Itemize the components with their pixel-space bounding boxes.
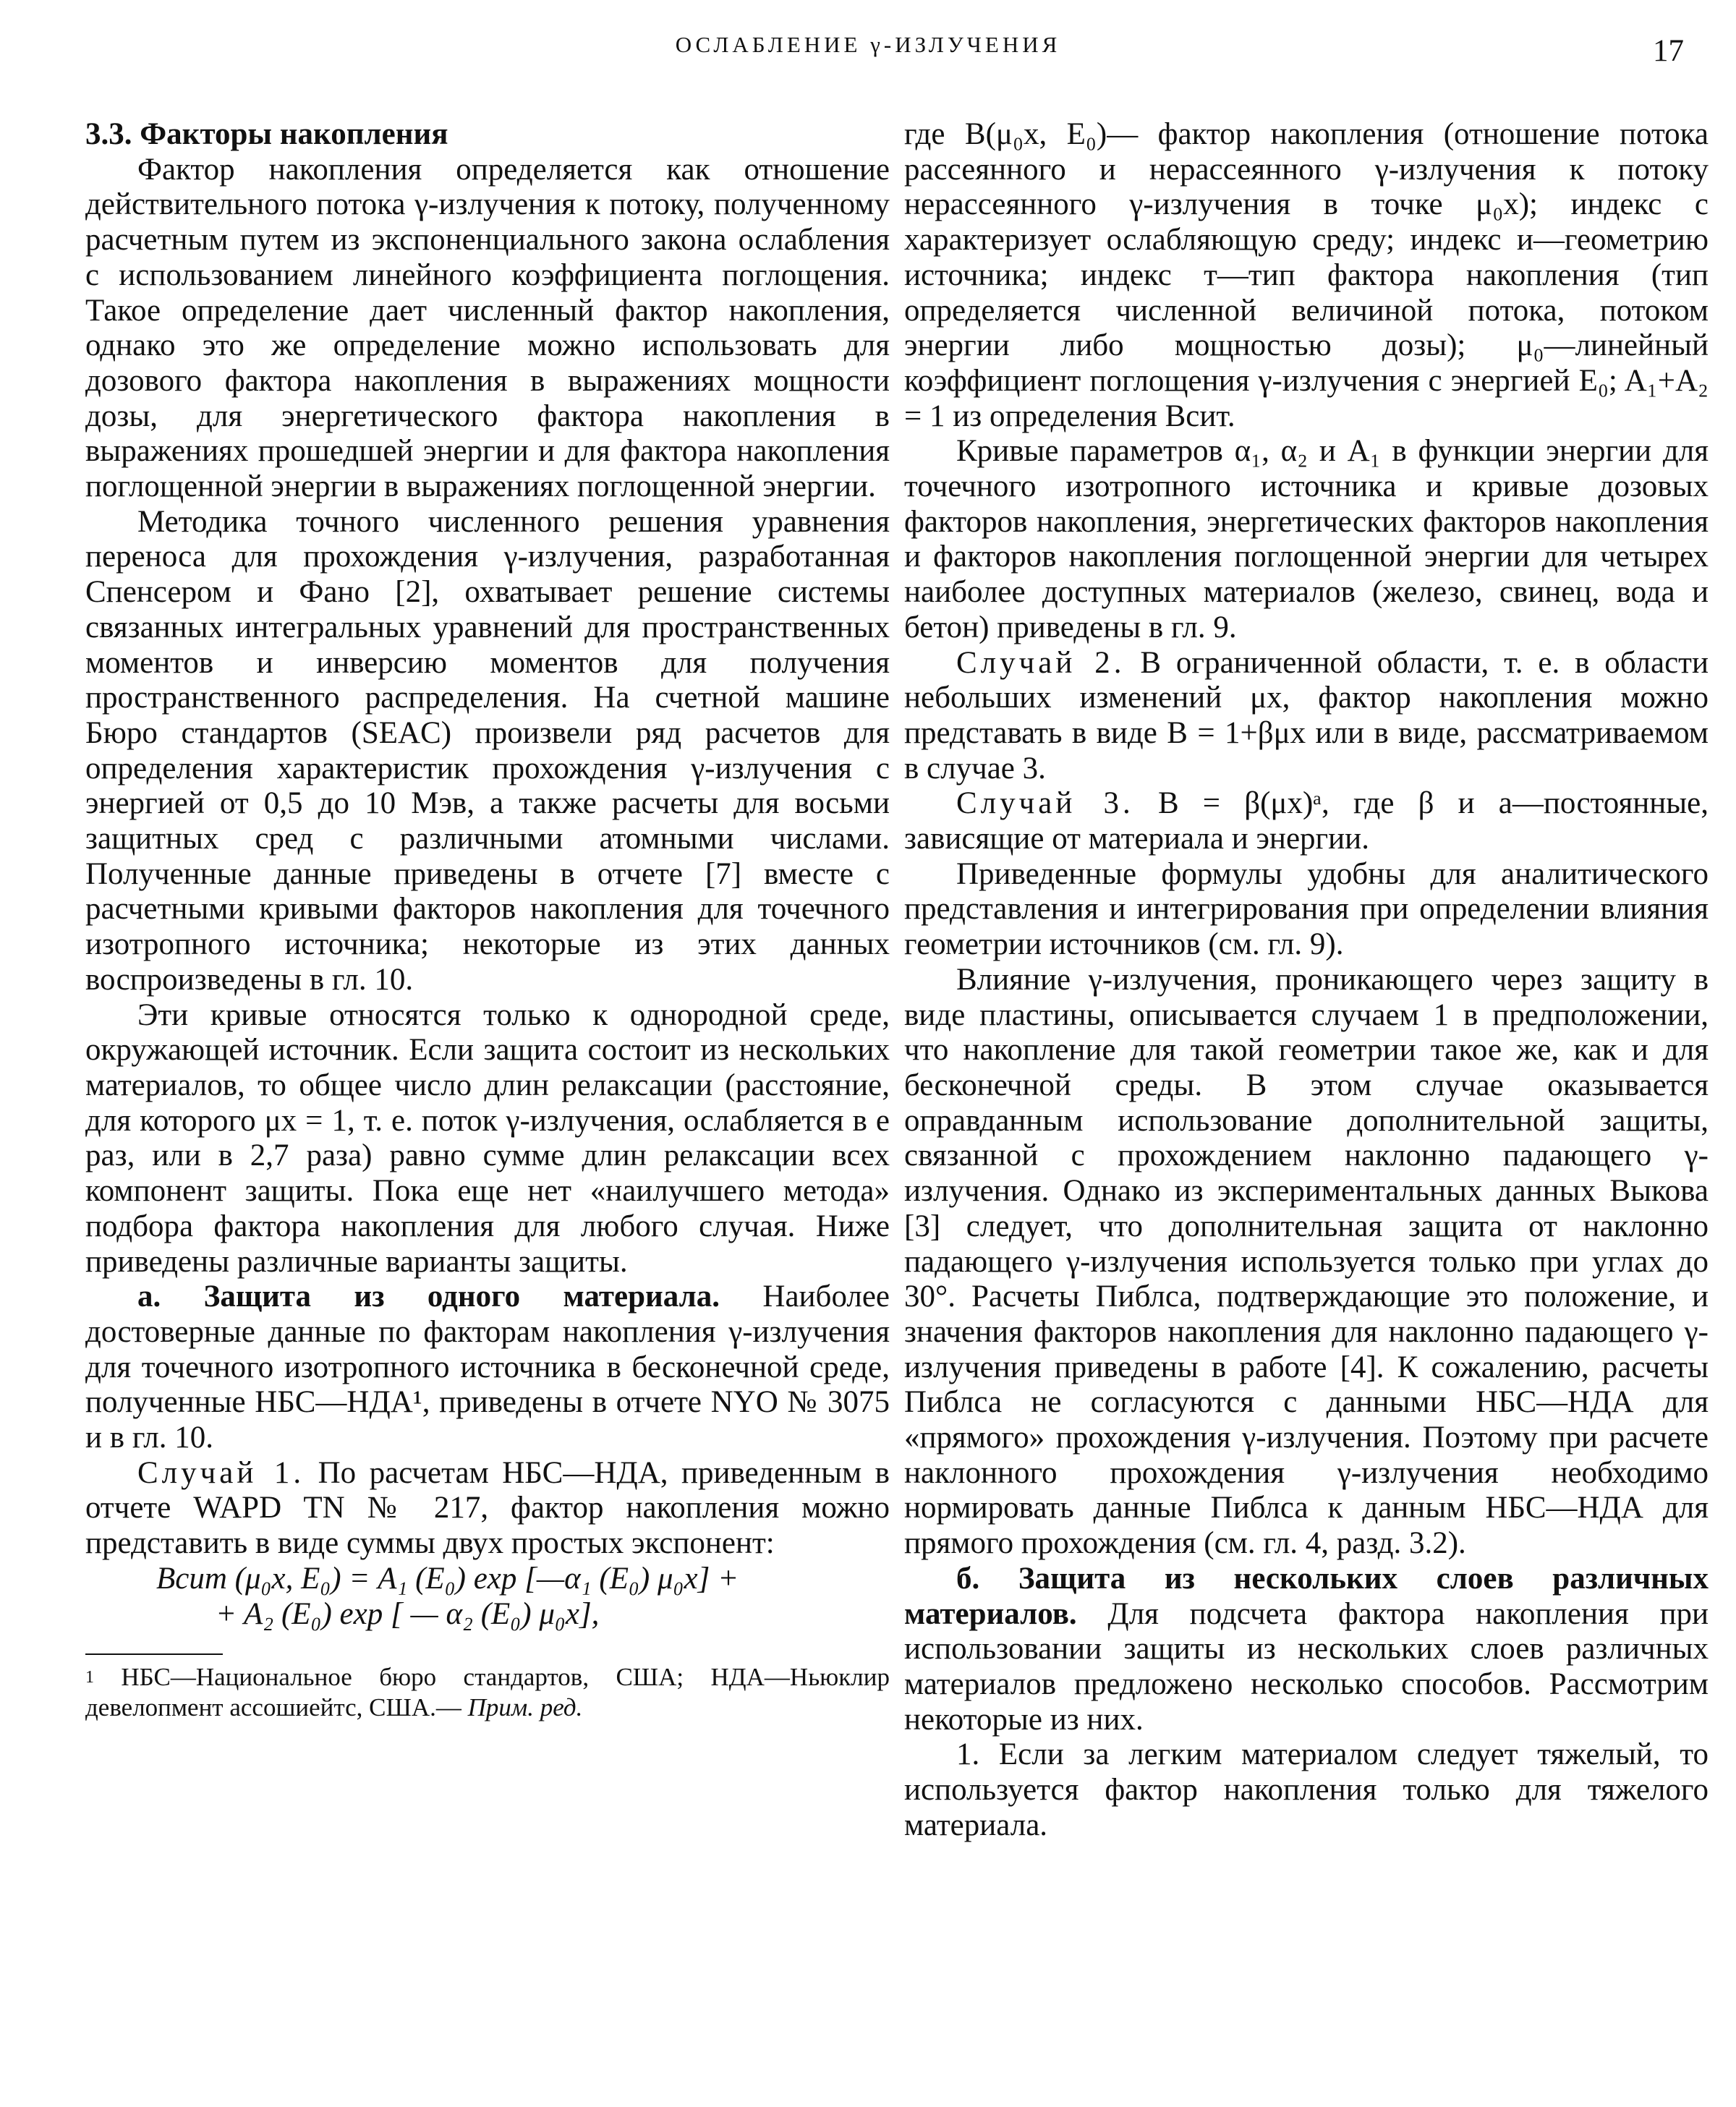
- paragraph: Эти кривые относятся только к однородной среде, окружающей источник. Если защита состоит из нескольких материалов, то общее число длин релаксации (расстояние, для которого μx = 1, т. е. поток γ-излучения, ослабляется в e раз, или в 2,7 раза) равно сумме длин релаксации всех компонент защиты. Пока еще нет «наилучшего метода» подбора фактора накопления для любого случая. Ниже приведены различные варианты защиты.: [85, 997, 890, 1279]
- subsection-heading: б. Защита из нескольких слоев различных материалов.: [904, 1561, 1709, 1631]
- right-column: [904, 117, 1709, 1843]
- section-title: 3.3. Факторы накопления: [85, 117, 448, 151]
- paragraph-multi-layer: [904, 1562, 1709, 1738]
- paragraph: Методика точного численного решения уравнения переноса для прохождения γ-излучения, разработанная Спенсером и Фано [2], охватывает решение системы связанных интегральных уравнений для пространственных моментов и инверсию моментов для получения пространственного распределения. На счетной машине Бюро стандартов (SEAC) произвели ряд расчетов для определения характеристик прохождения γ-излучения с энергией от 0,5 до 10 Мэв, а также расчеты для восьми защитных сред с различными атомными числами. Полученные данные приведены в отчете [7] вместе с расчетными кривыми факторов накопления для точечного изотропного источника; некоторые из этих данных воспроизведены в гл. 10.: [85, 504, 890, 997]
- case-label: Случай 2.: [956, 645, 1126, 680]
- formula-line-2: + A₂ (E₀) exp [ — α₂ (E₀) μ₀x],: [216, 1596, 600, 1631]
- subsection-heading: а. Защита из одного материала.: [137, 1280, 720, 1314]
- paragraph-text: B = β(μx)ᵃ, где β и a—постоянные, зависящие от материала и энергии.: [904, 786, 1709, 856]
- page-number: 17: [1653, 34, 1684, 68]
- paragraph: Влияние γ-излучения, проникающего через защиту в виде пластины, описывается случаем 1 в предположении, что накопление для такой геометрии такое же, как и для бесконечной среды. В этом случае оказывается оправданным использование дополнительной защиты, связанной с прохождением наклонно падающего γ-излучения. Однако из экспериментальных данных Выкова [3] следует, что дополнительная защита от наклонно падающего γ-излучения используется только при углах до 30°. Расчеты Пиблса, подтверждающие это положение, и значения факторов накопления для наклонно падающего γ-излучения приведены в работе [4]. К сожалению, расчеты Пиблса не согласуются с данными НБС—НДА для «прямого» прохождения γ-излучения. Поэтому при расчете наклонного прохождения γ-излучения необходимо нормировать данные Пиблса к данным НБС—НДА для прямого прохождения (см. гл. 4, разд. 3.2).: [904, 962, 1709, 1561]
- formula-line-1: Bсит (μ₀x, E₀) = A₁ (E₀) exp [—α₁ (E₀) μ₀x] +: [156, 1561, 739, 1596]
- left-column: [85, 117, 890, 1723]
- paragraph-text: В ограниченной области, т. е. в области небольших изменений μx, фактор накопления можно представать в виде B = 1+βμx или в виде, рассматриваемом в случае 3.: [904, 645, 1709, 786]
- footnote-editor-note: Прим. ред.: [467, 1693, 583, 1722]
- case-label: Случай 3.: [956, 786, 1134, 821]
- paragraph: где B(μ₀x, E₀)— фактор накопления (отношение потока рассеянного и нерассеянного γ-излучения к потоку нерассеянного γ-излучения в точке μ₀x); индекс с характеризует ослабляющую среду; индекс и—геометрию источника; индекс т—тип фактора накопления (тип определяется численной величиной потока, потоком энергии либо мощностью дозы); μ₀—линейный коэффициент поглощения γ-излучения с энергией E₀; A₁+A₂ = 1 из определения Bсит.: [904, 117, 1709, 433]
- paragraph-case-1: [85, 1456, 890, 1562]
- footnote-divider: [85, 1653, 223, 1655]
- footnote: [85, 1662, 890, 1723]
- running-title: ОСЛАБЛЕНИЕ γ-ИЗЛУЧЕНИЯ: [675, 32, 1061, 57]
- paragraph: 1. Если за легким материалом следует тяжелый, то используется фактор накопления только для тяжелого материала.: [904, 1737, 1709, 1842]
- footnote-mark: 1: [85, 1668, 94, 1687]
- paragraph-text: Для подсчета фактора накопления при использовании защиты из нескольких слоев различных материалов предложено несколько способов. Рассмотрим некоторые из них.: [904, 1596, 1709, 1737]
- paragraph-single-material: [85, 1280, 890, 1456]
- footnote-text: НБС—Национальное бюро стандартов, США; НДА—Ньюклир девелопмент ассошиейтс, США.—: [85, 1663, 890, 1722]
- paragraph: Фактор накопления определяется как отношение действительного потока γ-излучения к потоку, полученному расчетным путем из экспоненциального закона ослабления с использованием линейного коэффициента поглощения. Такое определение дает численный фактор накопления, однако это же определение можно использовать для дозового фактора накопления в выражениях мощности дозы, для энергетического фактора накопления в выражениях прошедшей энергии и для фактора накопления поглощенной энергии в выражениях поглощенной энергии.: [85, 152, 890, 504]
- paragraph-text: По расчетам НБС—НДА, приведенным в отчете WAPD TN № 217, фактор накопления можно представить в виде суммы двух простых экспонент:: [85, 1455, 890, 1561]
- case-label: Случай 1.: [137, 1455, 305, 1490]
- paragraph-text: Наиболее достоверные данные по факторам накопления γ-излучения для точечного изотропного источника в бесконечной среде, полученные НБС—НДА¹, приведены в отчете NYO № 3075 и в гл. 10.: [85, 1280, 890, 1455]
- paragraph: Приведенные формулы удобны для аналитического представления и интегрирования при определении влияния геометрии источников (см. гл. 9).: [904, 856, 1709, 962]
- paragraph-case-3: [904, 786, 1709, 856]
- paragraph-case-2: [904, 646, 1709, 787]
- paragraph: Кривые параметров α₁, α₂ и A₁ в функции энергии для точечного изотропного источника и кривые дозовых факторов накопления, энергетических факторов накопления и факторов накопления поглощенной энергии для четырех наиболее доступных материалов (железо, свинец, вода и бетон) приведены в гл. 9.: [904, 434, 1709, 644]
